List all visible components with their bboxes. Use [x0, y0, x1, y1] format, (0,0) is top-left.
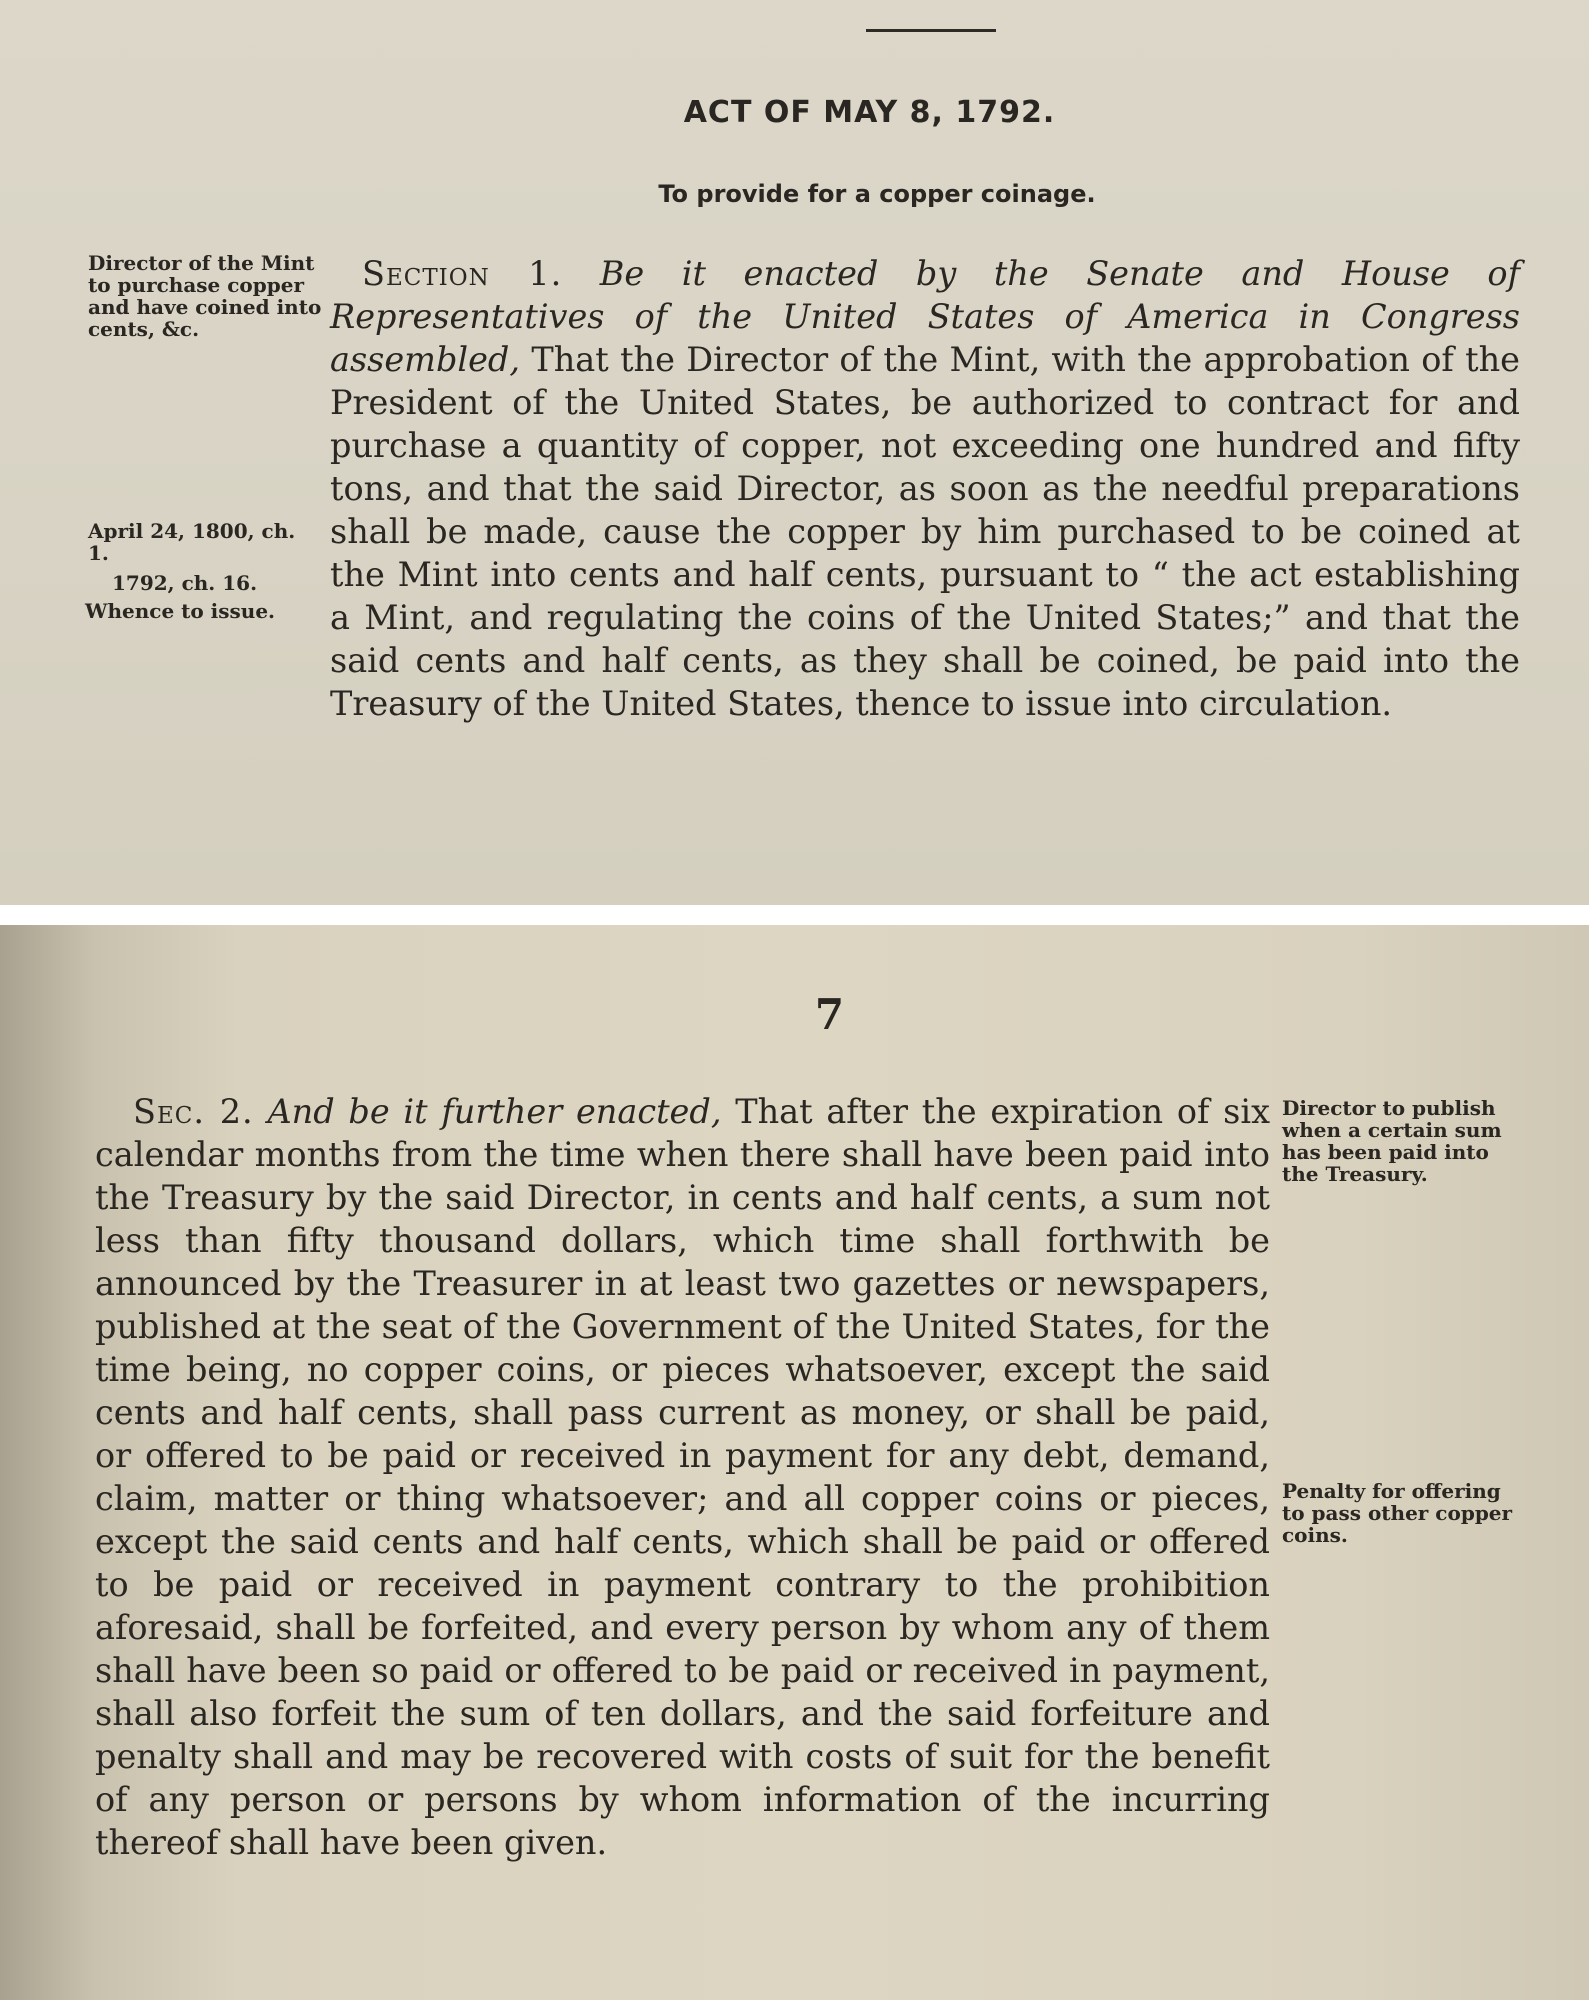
- margin-note-april-1800: April 24, 1800, ch. 1.: [88, 519, 296, 565]
- margin-note-penalty: Penalty for offering to pass other copper coins.: [1282, 1479, 1513, 1547]
- section-2-text: [95, 1090, 1270, 1864]
- act-title: ACT OF MAY 8, 1792.: [683, 95, 1056, 130]
- margin-note-director: Director of the Mint to purchase copper and have coined into cents, &c.: [88, 251, 322, 341]
- section-2-enacting-clause: And be it further enacted,: [267, 1092, 722, 1131]
- section-1-body: That the Director of the Mint, with the approbation of the President of the United States, be authorized to contract for and purchase a quantity of copper, not exceeding one hundred and fifty tons, and that the said Director, as soon as the needful preparations shall be made, cause the copper by him purchased to be coined at the Mint into cents and half cents, pursuant to “ the act establishing a Mint, and regulating the coins of the United States;” and that the said cents and half cents, as they shall be coined, be paid into the Treasury of the United States, thence to issue into circulation.: [330, 340, 1520, 723]
- top-page-scan: [0, 0, 1589, 905]
- margin-note-whence: Whence to issue.: [85, 599, 276, 623]
- act-subtitle: To provide for a copper coinage.: [658, 180, 1096, 208]
- margin-note-1792: 1792, ch. 16.: [112, 571, 258, 595]
- section-2-body: That after the expiration of six calendar months from the time when there shall have been paid into the Treasury by the said Director, in cents and half cents, a sum not less than fifty thousand dollars, which time shall forthwith be announced by the Treasurer in at least two gazettes or newspapers, published at the seat of the Government of the United States, for the time being, no copper coins, or pieces whatsoever, except the said cents and half cents, shall pass current as money, or shall be paid, or offered to be paid or received in payment for any debt, demand, claim, matter or thing whatsoever; and all copper coins or pieces, except the said cents and half cents, which shall be paid or offered to be paid or received in payment contrary to the prohibition aforesaid, shall be forfeited, and every person by whom any of them shall have been so paid or offered to be paid or received in payment, shall also forfeit the sum of ten dollars, and the said forfeiture and penalty shall and may be recovered with costs of suit for the benefit of any person or persons by whom information of the incurring thereof shall have been given.: [95, 1092, 1270, 1862]
- bottom-page-scan: [0, 925, 1589, 2000]
- section-1-text: [330, 252, 1520, 725]
- header-rule: [866, 29, 996, 32]
- section-2-lead: Sec. 2.: [133, 1092, 254, 1131]
- section-1-lead: Section 1.: [362, 254, 563, 293]
- section-1-enacting-clause: Be it enacted by the Senate and House of Representatives of the United States of America in Congress assembled,: [330, 254, 1520, 379]
- page-number: 7: [814, 990, 845, 1039]
- margin-note-publish: Director to publish when a certain sum has been paid into the Treasury.: [1282, 1096, 1502, 1186]
- page-divider: [0, 905, 1589, 925]
